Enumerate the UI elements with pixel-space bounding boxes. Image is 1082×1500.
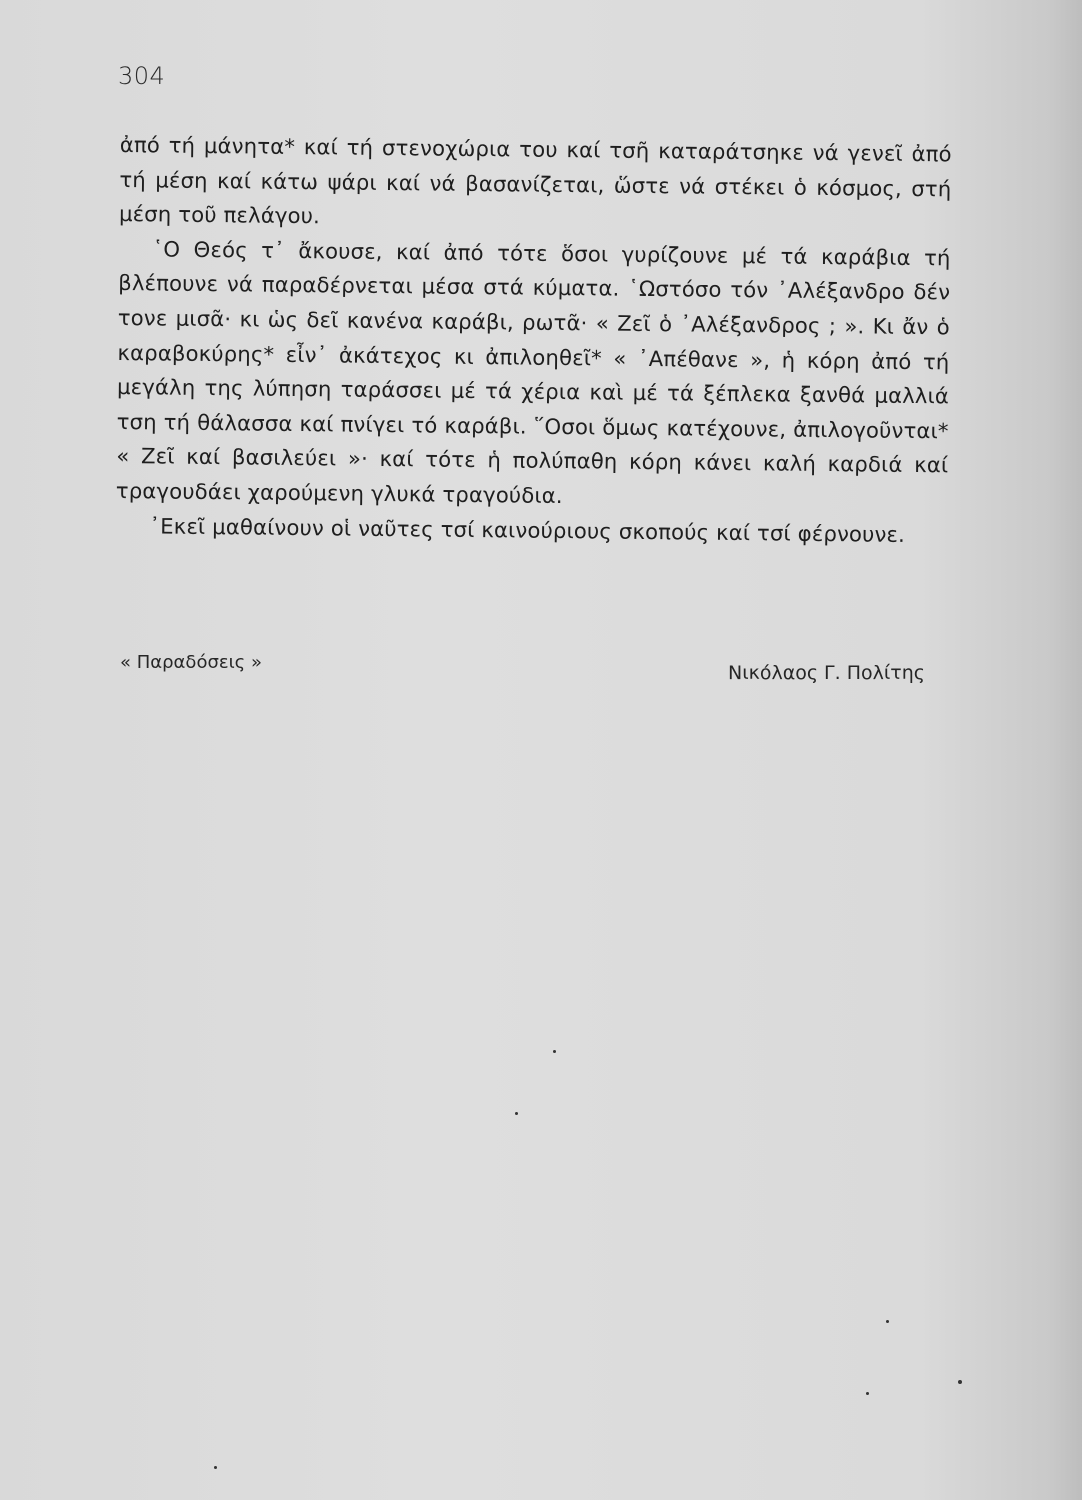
source-citation: « Παραδόσεις » xyxy=(120,652,262,673)
ink-speck xyxy=(553,1050,556,1053)
ink-speck xyxy=(515,1112,518,1115)
paragraph-2: ῾Ο Θεός τ᾽ ἄκουσε, καί ἀπό τότε ὅσοι γυρίζουνε μέ τά καράβια τή βλέπουνε νά παραδέρνεται μέσα στά κύματα. ῾Ωστόσο τόν ᾽Αλέξανδρο δέν τονε μισᾶ· κι ὡς δεῖ κανένα καράβι, ρωτᾶ· « Ζεῖ ὁ ᾽Αλέξανδρος ; ». Κι ἄν ὁ καραβοκύρης* εἶν᾽ ἀκάτεχος κι ἀπιλοηθεῖ* « ᾽Απέθανε », ἡ κόρη ἀπό τή μεγάλη της λύπηση ταράσσει μέ τά χέρια καὶ μέ τά ξέπλεκα ξανθά μαλλιά τση τή θάλασσα καί πνίγει τό καράβι. ῞Οσοι ὅμως κατέχουνε, ἀπιλογοῦνται* « Ζεῖ καί βασιλεύει »· καί τότε ἡ πολύπαθη κόρη κάνει καλή καρδιά καί τραγουδάει χαρούμενη γλυκά τραγούδια. xyxy=(115,236,951,508)
paragraph-1: ἀπό τή μάνητα* καί τή στενοχώρια του καί τσῆ καταράτσηκε νά γενεῖ ἀπό τή μέση καί κάτω ψάρι καί νά βασανίζεται, ὥστε νά στέκει ὁ κόσμος, στή μέση τοῦ πελάγου. xyxy=(118,131,952,229)
ink-speck xyxy=(866,1392,869,1395)
ink-speck xyxy=(214,1466,217,1469)
ink-speck xyxy=(958,1380,962,1384)
page-number: 304 xyxy=(118,62,166,90)
author-name: Νικόλαος Γ. Πολίτης xyxy=(728,662,925,684)
ink-speck xyxy=(886,1320,889,1323)
body-text xyxy=(115,128,952,553)
paragraph-3: ᾽Εκεῖ μαθαίνουν οἱ ναῦτες τσί καινούριους σκοπούς καί τσί φέρνουνε. xyxy=(149,512,906,547)
